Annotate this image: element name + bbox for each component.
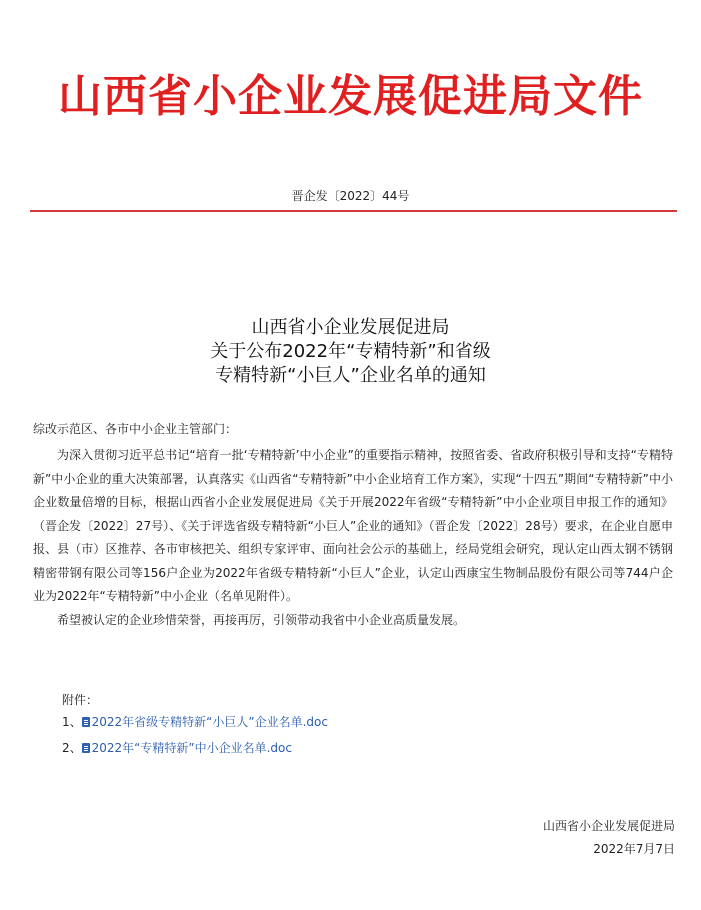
issuer-signature: 山西省小企业发展促进局 (542, 819, 675, 833)
attachment-link[interactable]: 2022年省级专精特新“小巨人”企业名单.doc (91, 715, 328, 729)
attachment-item (62, 739, 292, 756)
attachment-item (62, 713, 328, 730)
attachments-label: 附件： (62, 693, 99, 707)
body-paragraph: 希望被认定的企业珍惜荣誉，再接再厉，引领带动我省中小企业高质量发展。 (57, 612, 466, 627)
doc-file-icon (82, 717, 90, 727)
notice-title-line: 专精特新“小巨人”企业名单的通知 (215, 365, 486, 386)
issue-date: 2022年7月7日 (593, 842, 675, 856)
document-header-title: 山西省小企业发展促进局文件 (58, 71, 643, 122)
doc-file-icon (82, 743, 90, 753)
attachment-index: 2、 (62, 741, 82, 755)
red-divider-line (30, 210, 677, 212)
notice-body (33, 444, 673, 632)
document-number: 晋企发〔2022〕44号 (291, 189, 410, 203)
notice-title (0, 316, 701, 388)
notice-title-line: 山西省小企业发展促进局 (251, 317, 450, 338)
salutation: 综改示范区、各市中小企业主管部门： (33, 422, 238, 436)
attachment-link[interactable]: 2022年“专精特新”中小企业名单.doc (91, 741, 292, 755)
body-paragraph: 为深入贯彻习近平总书记“培育一批‘专精特新’中小企业”的重要指示精神，按照省委、省政府积极引导和支持“专精特新”中小企业的重大决策部署，认真落实《山西省“专精特新”中小企业培育工作方案》，实现“十四五”期间“专精特新”中小企业数量倍增的目标，根据山西省小企业发展促进局《关于开展2022年省级“专精特新”中小企业项目申报工作的通知》（晋企发〔2022〕27号）、《关于评选省级专精特新“小巨人”企业的通知》（晋企发〔2022〕28号）要求，在企业自愿申报、县（市）区推荐、各市审核把关、组织专家评审、面向社会公示的基础上，经局党组会研究，现认定山西太钢不锈钢精密带钢有限公司等156户企业为2022年省级专精特新“小巨人”企业，认定山西康宝生物制品股份有限公司等744户企业为2022年“专精特新”中小企业（名单见附件）。 (33, 448, 673, 603)
attachment-index: 1、 (62, 715, 82, 729)
notice-title-line: 关于公布2022年“专精特新”和省级 (210, 341, 491, 362)
